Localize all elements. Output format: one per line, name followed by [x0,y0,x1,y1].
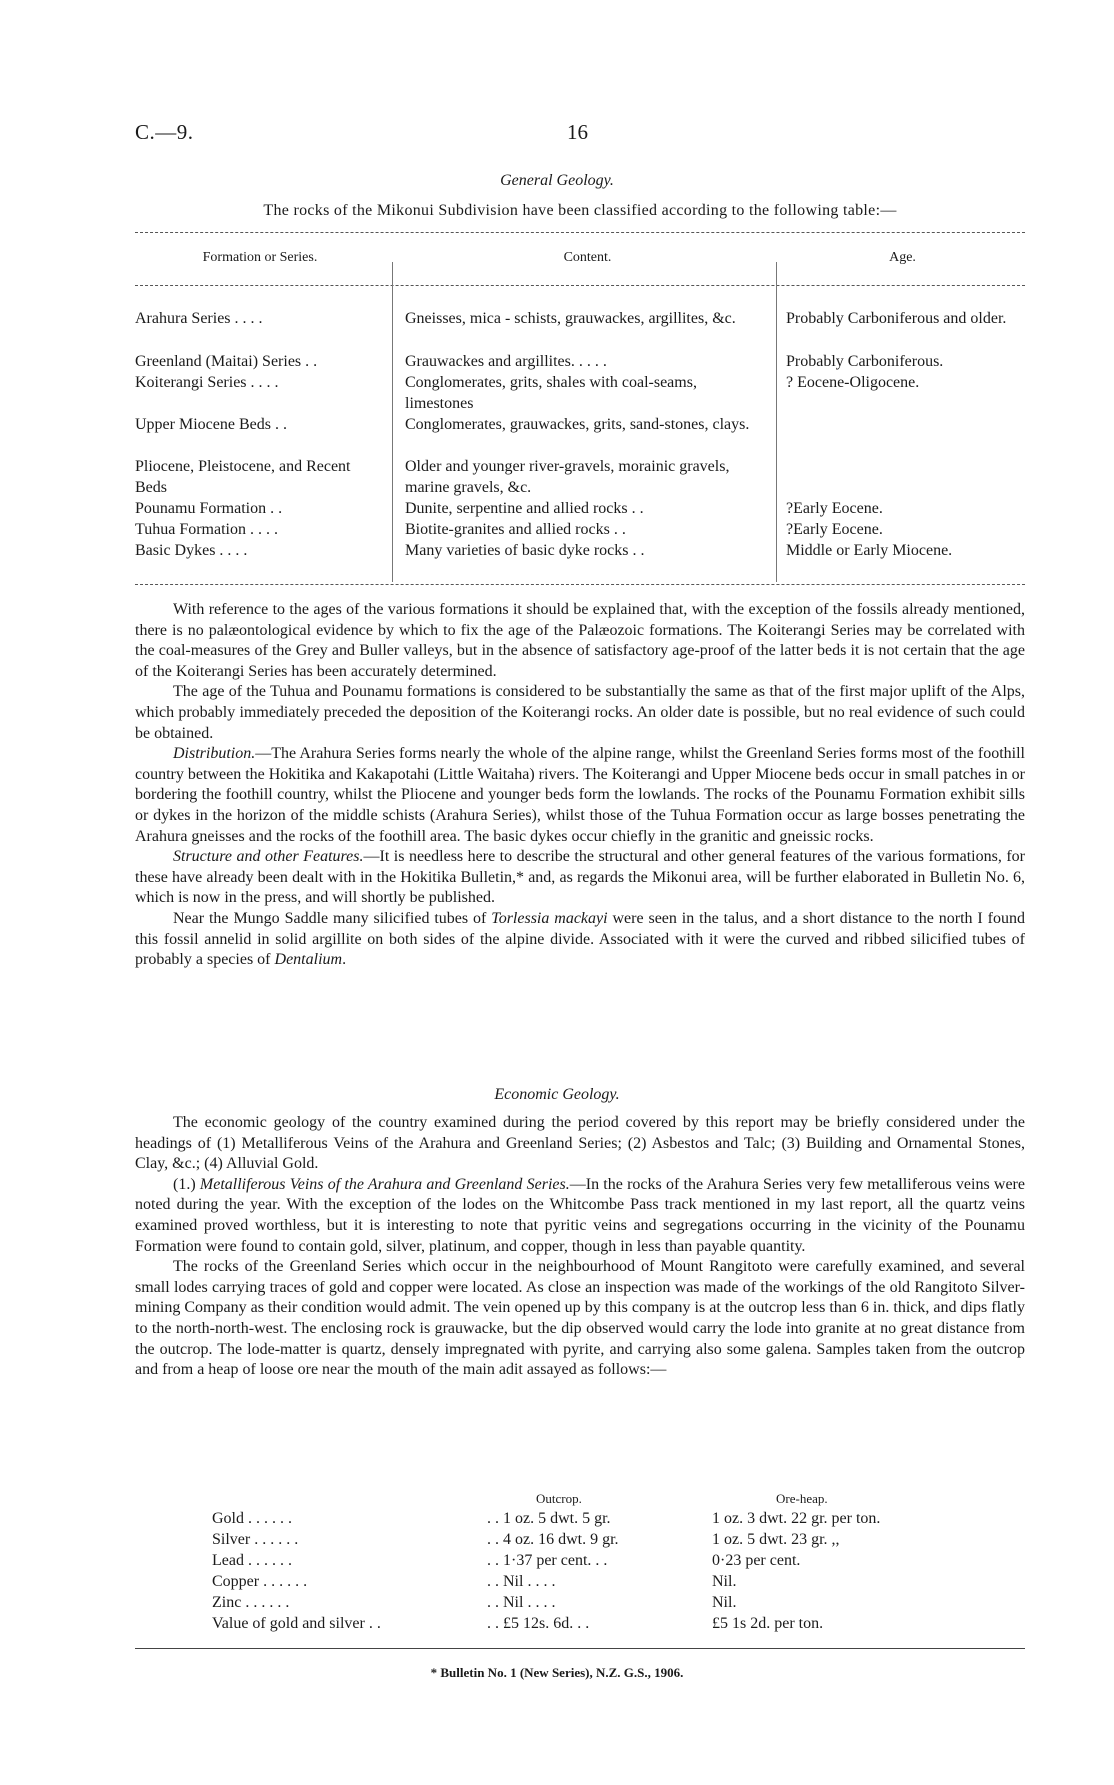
assay-item: Copper . . . . . . [212,1573,308,1590]
table-row-content: Older and younger river-gravels, morainic gravels, marine gravels, &c. [405,458,730,496]
assay-item: Gold . . . . . . [212,1510,292,1527]
distribution-text: —The Arahura Series forms nearly the whole of the alpine range, whilst the Greenland Series forms most of the foothill country between the Hokitika and Kakapotahi (Little Waitaha) rivers. The Koiterangi and Upper Miocene beds occur in small patches in or bordering the foothill country, whilst the Pliocene and younger beds form the lowlands. The rocks of the Pounamu Formation exhibit sills or dykes in the horizon of the middle schists (Arahura Series), whilst those of the Tuhua Formation occur as large bosses penetrating the Arahura gneisses and the rocks of the foothill area. The basic dykes occur chiefly in the granitic and gneissic rocks. [135,745,1025,845]
table-row-formation: Basic Dykes . . . . [135,542,248,559]
table-row-content: Conglomerates, grauwackes, grits, sand-stones, clays. [405,416,750,433]
ages-paragraph: With reference to the ages of the various formations it should be explained that, with the exception of the fossils already mentioned, there is no palæontological evidence by which to fix the age of the Palæozoic formations. The Koiterangi Series may be correlated with the coal-measures of the Grey and Buller valleys, but in the absence of satisfactory age-proof of the latter beds it is not certain that the age of the Koiterangi Series has been accurately determined. [135,601,1025,680]
assay-outcrop: . . 1·37 per cent. . . [487,1552,608,1569]
assay-col-outcrop: Outcrop. [536,1491,582,1506]
assay-oreheap: Nil. [712,1573,737,1590]
genus-name: Dentalium [274,951,343,969]
metalliferous-heading: Metalliferous Veins of the Arahura and Greenland Series. [199,1175,570,1193]
mungo-paragraph: Near the Mungo Saddle many silicified tubes of Torlessia mackayi were seen in the talus, and a short distance to the north I found this fossil annelid in solid argillite on both sides of the alpine divide. Associated with it were the curved and ribbed silicified tubes of probably a species of Dentalium. [135,909,1025,969]
assay-oreheap: 1 oz. 5 dwt. 23 gr. ,, [712,1531,840,1548]
assay-oreheap: £5 1s 2d. per ton. [712,1615,824,1632]
table-row-age: ? Eocene-Oligocene. [786,374,920,391]
table-row-age: ?Early Eocene. [786,521,883,538]
table-row-age: Probably Carboniferous and older. [786,310,1007,327]
col-header-formation: Formation or Series. [202,250,318,265]
page-number: 16 [567,120,588,144]
greenland-paragraph: The rocks of the Greenland Series which occur in the neighbourhood of Mount Rangitoto were carefully examined, and several small lodes carrying traces of gold and copper were located. As close an inspection was made of the workings of the old Rangitoto Silver-mining Company as their condition would admit. The vein opened up by this company is at the outcrop less than 6 in. thick, and dips flatly to the north-north-west. The enclosing rock is grauwacke, but the dip observed would carry the lode into granite at no great distance from the outcrop. The lode-matter is quartz, densely impregnated with pyrite, and carrying also some galena. Samples taken from the outcrop and from a heap of loose ore near the mouth of the main adit assayed as follows:— [135,1258,1025,1379]
general-geology-body [135,600,1025,971]
table-row-formation: Koiterangi Series . . . . [135,374,279,391]
report-code: C.—9. [135,120,194,144]
distribution-heading: Distribution. [173,745,256,763]
footnote-rule [135,1648,1025,1649]
table-row-content: Conglomerates, grits, shales with coal-seams, limestones [405,374,697,412]
table-row-formation: Pounamu Formation . . [135,500,283,517]
table-divider-2 [776,262,777,582]
table-divider-1 [392,262,393,582]
species-name: Torlessia mackayi [491,909,608,927]
assay-outcrop: . . 4 oz. 16 dwt. 9 gr. [487,1531,619,1548]
table-intro: The rocks of the Mikonui Subdivision have been classified according to the following table:— [263,202,897,219]
assay-col-oreheap: Ore-heap. [776,1491,828,1506]
assay-oreheap: 1 oz. 3 dwt. 22 gr. per ton. [712,1510,881,1527]
assay-item: Lead . . . . . . [212,1552,292,1569]
structure-text: —It is needless here to describe the structural and other general features of the various formations, for these have already been dealt with in the Hokitika Bulletin,* and, as regards the Mikonui area, will be further elaborated in Bulletin No. 6, which is now in the press, and will shortly be published. [135,848,1025,907]
table-row-content: Grauwackes and argillites. . . . . [405,353,607,370]
assay-outcrop: . . Nil . . . . [487,1573,556,1590]
assay-item: Zinc . . . . . . [212,1594,290,1611]
table-bottom-rule [135,584,1025,585]
table-row-formation: Greenland (Maitai) Series . . [135,353,318,370]
assay-outcrop: . . 1 oz. 5 dwt. 5 gr. [487,1510,611,1527]
structure-heading: Structure and other Features. [173,848,364,866]
table-row-age: Probably Carboniferous. [786,353,944,370]
table-row-formation: Arahura Series . . . . [135,310,263,327]
economic-geology-title: Economic Geology. [494,1086,620,1103]
col-header-age: Age. [889,250,916,265]
table-header-rule [135,285,1025,286]
general-geology-title: General Geology. [500,172,614,189]
table-row-formation: Pliocene, Pleistocene, and Recent Beds [135,458,351,496]
assay-oreheap: 0·23 per cent. [712,1552,801,1569]
table-row-content: Many varieties of basic dyke rocks . . [405,542,645,559]
distribution-paragraph [135,744,1025,847]
assay-item: Value of gold and silver . . [212,1615,381,1632]
col-header-content: Content. [563,250,612,265]
table-row-formation: Tuhua Formation . . . . [135,521,278,538]
assay-outcrop: . . £5 12s. 6d. . . [487,1615,590,1632]
economic-intro-paragraph: The economic geology of the country examined during the period covered by this report may be briefly considered under the headings of (1) Metalliferous Veins of the Arahura and Greenland Series; (2) Asbestos and Talc; (3) Building and Ornamental Stones, Clay, &c.; (4) Alluvial Gold. [135,1114,1025,1173]
table-row-content: Biotite-granites and allied rocks . . [405,521,626,538]
tuhua-paragraph: The age of the Tuhua and Pounamu formations is considered to be substantially the same as that of the first major uplift of the Alps, which probably immediately preceded the deposition of the Koiterangi rocks. An older date is possible, but no real evidence of such could be obtained. [135,683,1025,742]
structure-paragraph [135,847,1025,909]
table-row-content: Dunite, serpentine and allied rocks . . [405,500,644,517]
table-row-content: Gneisses, mica - schists, grauwackes, argillites, &c. [405,310,736,327]
table-row-age: ?Early Eocene. [786,500,883,517]
economic-geology-body [135,1113,1025,1381]
assay-outcrop: . . Nil . . . . [487,1594,556,1611]
table-row-formation: Upper Miocene Beds . . [135,416,287,433]
assay-item: Silver . . . . . . [212,1531,299,1548]
metalliferous-paragraph: (1.) Metalliferous Veins of the Arahura and Greenland Series.—In the rocks of the Arahura Series very few metalliferous veins were noted during the year. With the exception of the lodes on the Whitcombe Pass track mentioned in my last report, all the quartz veins examined proved worthless, but it is interesting to note that pyritic veins and segregations occurring in the vicinity of the Pounamu Formation were found to contain gold, silver, platinum, and copper, though in less than payable quantity. [135,1175,1025,1255]
table-top-rule [135,232,1025,233]
assay-oreheap: Nil. [712,1594,737,1611]
footnote: * Bulletin No. 1 (New Series), N.Z. G.S., 1906. [430,1665,684,1680]
table-row-age: Middle or Early Miocene. [786,542,953,559]
